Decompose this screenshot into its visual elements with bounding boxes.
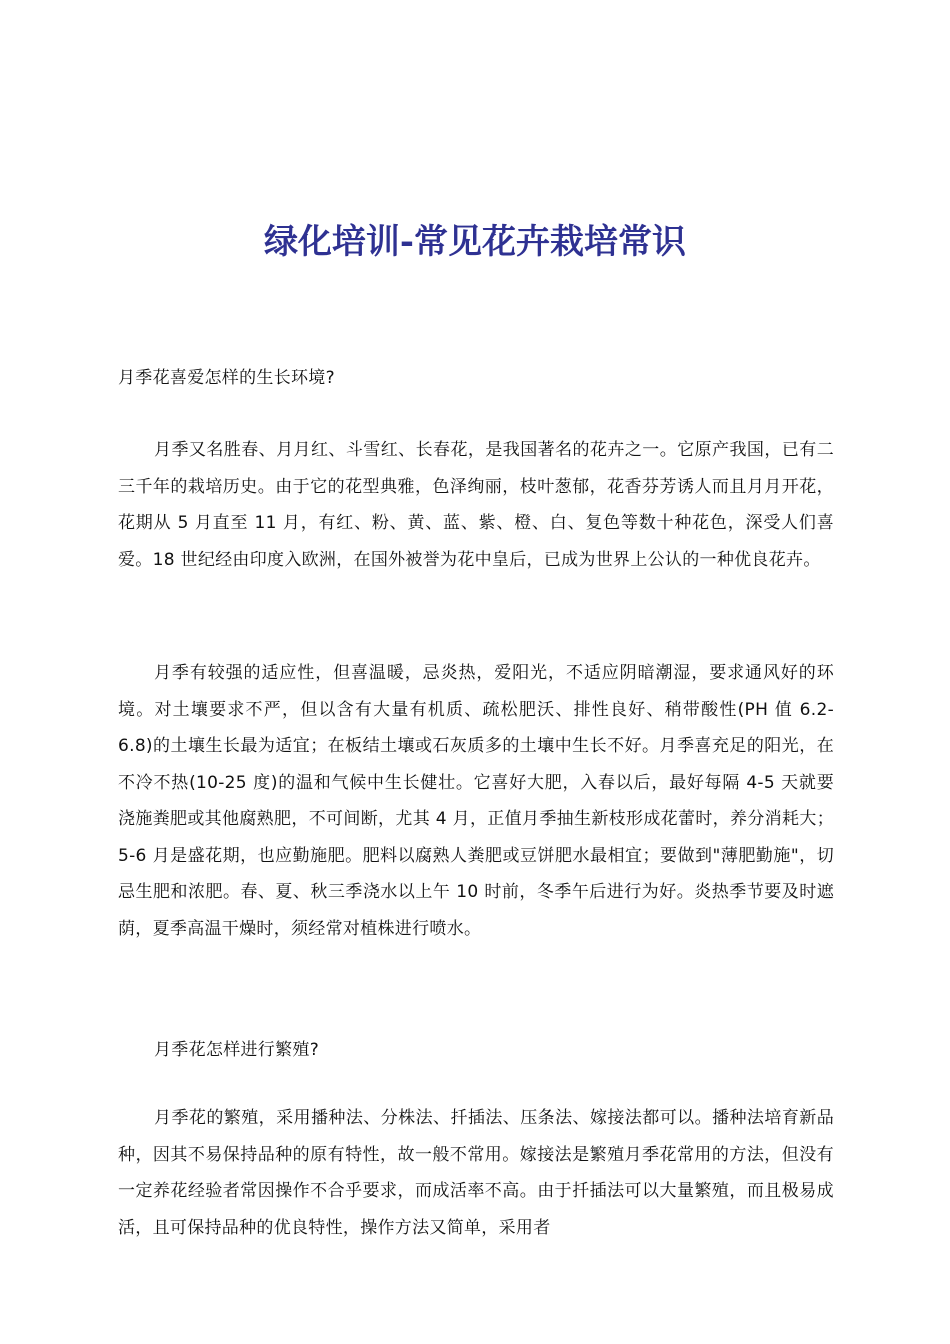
question-heading: 月季花喜爱怎样的生长环境? <box>118 368 335 388</box>
paragraph: 月季有较强的适应性，但喜温暖，忌炎热，爱阳光，不适应阴暗潮湿，要求通风好的环境。对土壤要求不严，但以含有大量有机质、疏松肥沃、排性良好、稍带酸性(PH 值 6.2-6.8)的土壤生长最为适宜；在板结土壤或石灰质多的土壤中生长不好。月季喜充足的阳光，在不冷不热(10-25 度)的温和气候中生长健壮。它喜好大肥，入春以后，最好每隔 4-5 天就要浇施粪肥或其他腐熟肥，不可间断，尤其 4 月，正值月季抽生新枝形成花蕾时，养分消耗大；5-6 月是盛花期，也应勤施肥。肥料以腐熟人粪肥或豆饼肥水最相宜；要做到"薄肥勤施"，切忌生肥和浓肥。春、夏、秋三季浇水以上午 10 时前，冬季午后进行为好。炎热季节要及时遮荫，夏季高温干燥时，须经常对植株进行喷水。 <box>118 663 834 939</box>
question-heading: 月季花怎样进行繁殖? <box>154 1040 320 1060</box>
paragraph: 月季花的繁殖，采用播种法、分株法、扦插法、压条法、嫁接法都可以。播种法培育新品种，因其不易保持品种的原有特性，故一般不常用。嫁接法是繁殖月季花常用的方法，但没有一定养花经验者常因操作不合乎要求，而成活率不高。由于扦插法可以大量繁殖，而且极易成活，且可保持品种的优良特性，操作方法又简单，采用者 <box>118 1108 834 1238</box>
document-title: 绿化培训-常见花卉栽培常识 <box>263 222 687 262</box>
paragraph: 月季又名胜春、月月红、斗雪红、长春花，是我国著名的花卉之一。它原产我国，已有二三千年的栽培历史。由于它的花型典雅，色泽绚丽，枝叶葱郁，花香芬芳诱人而且月月开花，花期从 5 月直至 11 月，有红、粉、黄、蓝、紫、橙、白、复色等数十种花色，深受人们喜爱。18 世纪经由印度入欧洲，在国外被誉为花中皇后，已成为世界上公认的一种优良花卉。 <box>118 440 834 570</box>
